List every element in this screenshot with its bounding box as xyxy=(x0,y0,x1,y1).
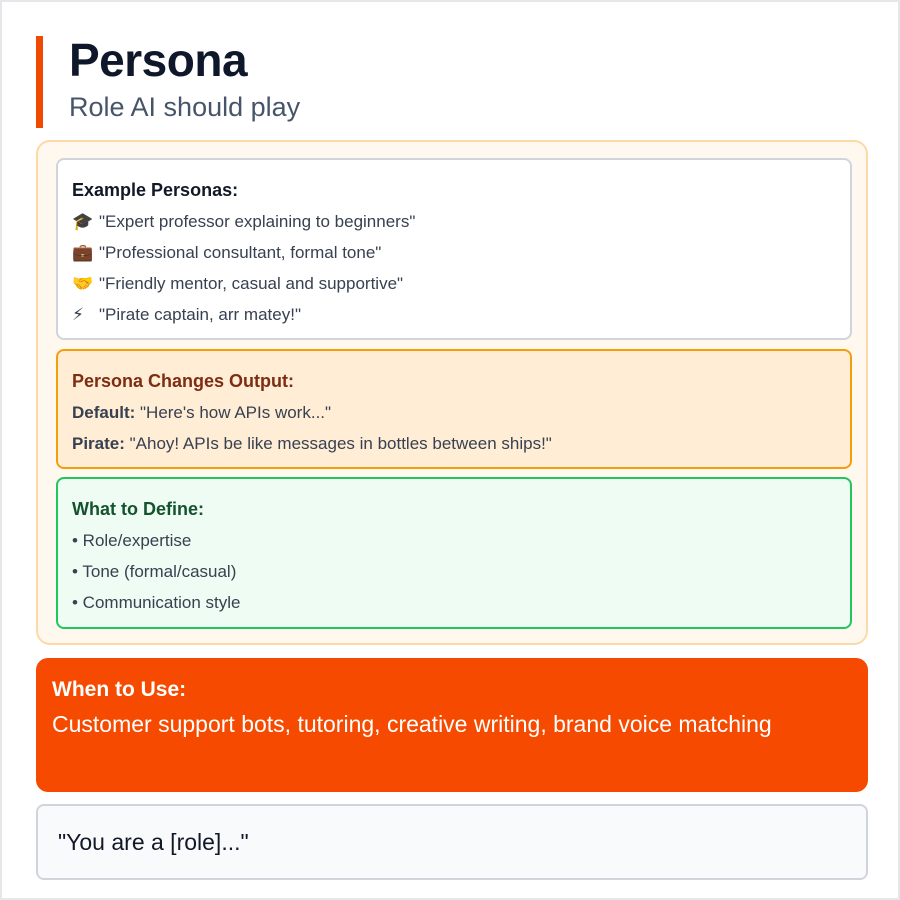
example-persona-text: "Pirate captain, arr matey!" xyxy=(99,305,301,324)
list-item xyxy=(72,268,836,299)
persona-changes-output-card xyxy=(56,349,852,469)
example-personas-card xyxy=(56,158,852,340)
list-item xyxy=(72,299,836,330)
list-item xyxy=(72,237,836,268)
page-subtitle: Role AI should play xyxy=(69,92,301,122)
example-persona-text: "Expert professor explaining to beginners" xyxy=(99,212,416,231)
when-to-use-banner xyxy=(36,658,868,792)
example-persona-text: "Professional consultant, formal tone" xyxy=(99,243,382,262)
when-to-use-text: Customer support bots, tutoring, creative writing, brand voice matching xyxy=(52,711,772,737)
header xyxy=(36,36,856,128)
example-personas-title: Example Personas: xyxy=(72,180,239,200)
page-title: Persona xyxy=(69,34,248,86)
what-to-define-title: What to Define: xyxy=(72,499,204,519)
pirate-label: Pirate: xyxy=(72,434,125,453)
list-item xyxy=(72,397,836,428)
handshake-icon: 🤝 xyxy=(72,274,94,293)
when-to-use-title: When to Use: xyxy=(52,678,187,701)
list-item: • Communication style xyxy=(72,593,241,612)
pirate-example-text: "Ahoy! APIs be like messages in bottles between ships!" xyxy=(124,434,552,453)
list-item: • Role/expertise xyxy=(72,531,192,550)
prompt-template-text: "You are a [role]..." xyxy=(58,828,249,855)
prompt-template-box xyxy=(36,804,868,880)
lightning-icon: ⚡ xyxy=(72,305,84,324)
persona-details-panel xyxy=(36,140,868,645)
graduation-cap-icon: 🎓 xyxy=(72,212,94,231)
default-label: Default: xyxy=(72,403,136,422)
list-item xyxy=(72,428,836,459)
what-to-define-card xyxy=(56,477,852,629)
briefcase-icon: 💼 xyxy=(72,243,94,262)
list-item xyxy=(72,206,836,237)
persona-changes-title: Persona Changes Output: xyxy=(72,371,295,391)
default-example-text: "Here's how APIs work..." xyxy=(135,403,332,422)
list-item: • Tone (formal/casual) xyxy=(72,562,237,581)
example-persona-text: "Friendly mentor, casual and supportive" xyxy=(99,274,404,293)
